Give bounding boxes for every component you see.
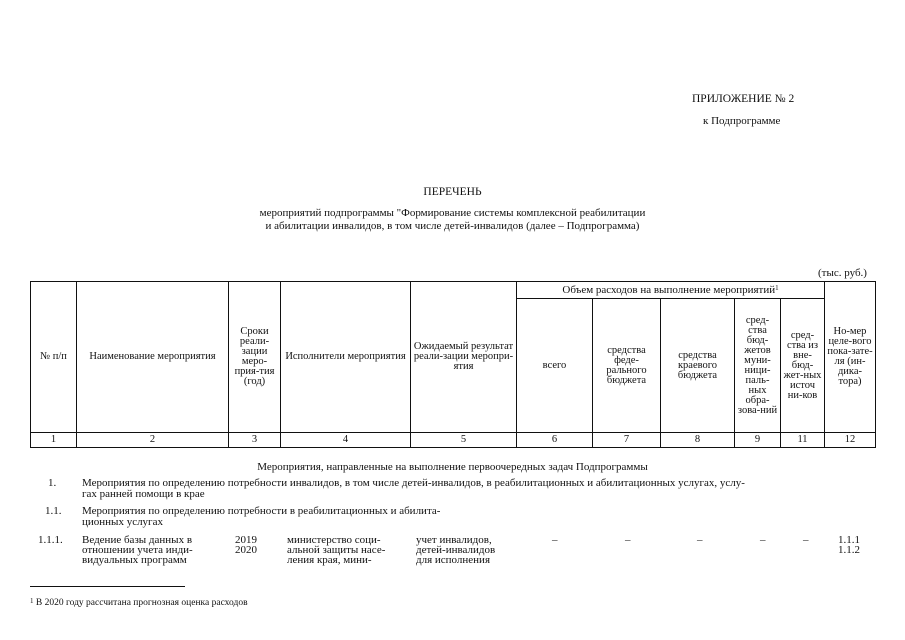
row-1-1-1-result-line1: учет инвалидов, <box>416 534 492 546</box>
row-1-1-1-executor-line3: ления края, мини- <box>287 554 372 566</box>
document-subtitle-line2: и абилитации инвалидов, в том числе детей-инвалидов (далее – Подпрограмма) <box>265 220 640 232</box>
col-number: 3 <box>229 433 281 448</box>
header-municipal: сред-ства бюд-жетов муни-ници-паль-ных обра-зова-ний <box>735 299 781 433</box>
footnote-separator <box>30 586 185 587</box>
row-1-1-1-extrabudget: – <box>803 534 809 546</box>
footnote <box>30 598 248 608</box>
col-number: 12 <box>825 433 876 448</box>
col-number: 4 <box>281 433 411 448</box>
row-1-text-line2: гах ранней помощи в крае <box>82 488 205 500</box>
row-1-1-1-result-line2: детей-инвалидов <box>416 544 496 556</box>
col-number: 1 <box>31 433 77 448</box>
row-1-1-text-line1: Мероприятия по определению потребности в реабилитационных и абилита- <box>82 505 441 517</box>
row-1-number: 1. <box>48 477 57 489</box>
col-number: 5 <box>411 433 517 448</box>
header-result: Ожидаемый результат реали-зации меропри-ятия <box>411 282 517 433</box>
row-1-1-number: 1.1. <box>45 505 62 517</box>
row-1-1-1-municipal: – <box>760 534 766 546</box>
appendix-subtitle: к Подпрограмме <box>703 115 781 127</box>
header-executors: Исполнители мероприятия <box>281 282 411 433</box>
col-number: 2 <box>77 433 229 448</box>
col-number: 8 <box>661 433 735 448</box>
row-1-1-1-indicator-2: 1.1.2 <box>838 544 860 556</box>
row-1-1-1-year-1: 2019 <box>235 534 257 546</box>
header-regional: средства краевого бюджета <box>661 299 735 433</box>
document-subtitle-line1: мероприятий подпрограммы "Формирование системы комплексной реабилитации <box>259 207 646 219</box>
row-1-1-1-executor-line1: министерство соци- <box>287 534 381 546</box>
row-1-1-1-indicator-1: 1.1.1 <box>838 534 860 546</box>
document-title: ПЕРЕЧЕНЬ <box>423 186 482 198</box>
section-title: Мероприятия, направленные на выполнение первоочередных задач Подпрограммы <box>257 461 648 473</box>
footnote-mark: 1 <box>30 597 34 605</box>
header-name: Наименование мероприятия <box>77 282 229 433</box>
header-no: № п/п <box>31 282 77 433</box>
footnote-text: В 2020 году рассчитана прогнозная оценка расходов <box>33 598 248 608</box>
row-1-1-1-number: 1.1.1. <box>38 534 63 546</box>
col-number: 7 <box>593 433 661 448</box>
expenses-table <box>30 281 876 448</box>
row-1-1-1-result-line3: для исполнения <box>416 554 490 566</box>
footnote-ref: 1 <box>775 284 779 292</box>
header-expenses-label: Объем расходов на выполнение мероприятий <box>562 284 776 296</box>
row-1-text-line1: Мероприятия по определению потребности инвалидов, в том числе детей-инвалидов, в реабилитационных и абилитационных услугах, услу- <box>82 477 745 489</box>
header-total: всего <box>517 299 593 433</box>
header-target-indicator: Но-мер целе-вого пока-зате-ля (ин-дика-тора) <box>825 282 876 433</box>
row-1-1-1-year-2: 2020 <box>235 544 257 556</box>
col-number: 6 <box>517 433 593 448</box>
row-1-1-1-federal: – <box>625 534 631 546</box>
row-1-1-1-name-line1: Ведение базы данных в <box>82 534 193 546</box>
units-label: (тыс. руб.) <box>818 267 867 279</box>
header-expenses-group <box>517 282 825 299</box>
header-extrabudget: сред-ства из вне-бюд-жет-ных источ ни-ков <box>781 299 825 433</box>
appendix-title: ПРИЛОЖЕНИЕ № 2 <box>692 93 795 105</box>
col-number: 9 <box>735 433 781 448</box>
col-number: 11 <box>781 433 825 448</box>
row-1-1-1-regional: – <box>697 534 703 546</box>
header-federal: средства феде-рального бюджета <box>593 299 661 433</box>
row-1-1-1-total: – <box>552 534 558 546</box>
row-1-1-1-executor-line2: альной защиты насе- <box>287 544 386 556</box>
header-period: Сроки реали-зации меро-прия-тия (год) <box>229 282 281 433</box>
row-1-1-1-name-line2: отношении учета инди- <box>82 544 193 556</box>
row-1-1-1-name-line3: видуальных программ <box>82 554 187 566</box>
row-1-1-text-line2: ционных услугах <box>82 516 163 528</box>
